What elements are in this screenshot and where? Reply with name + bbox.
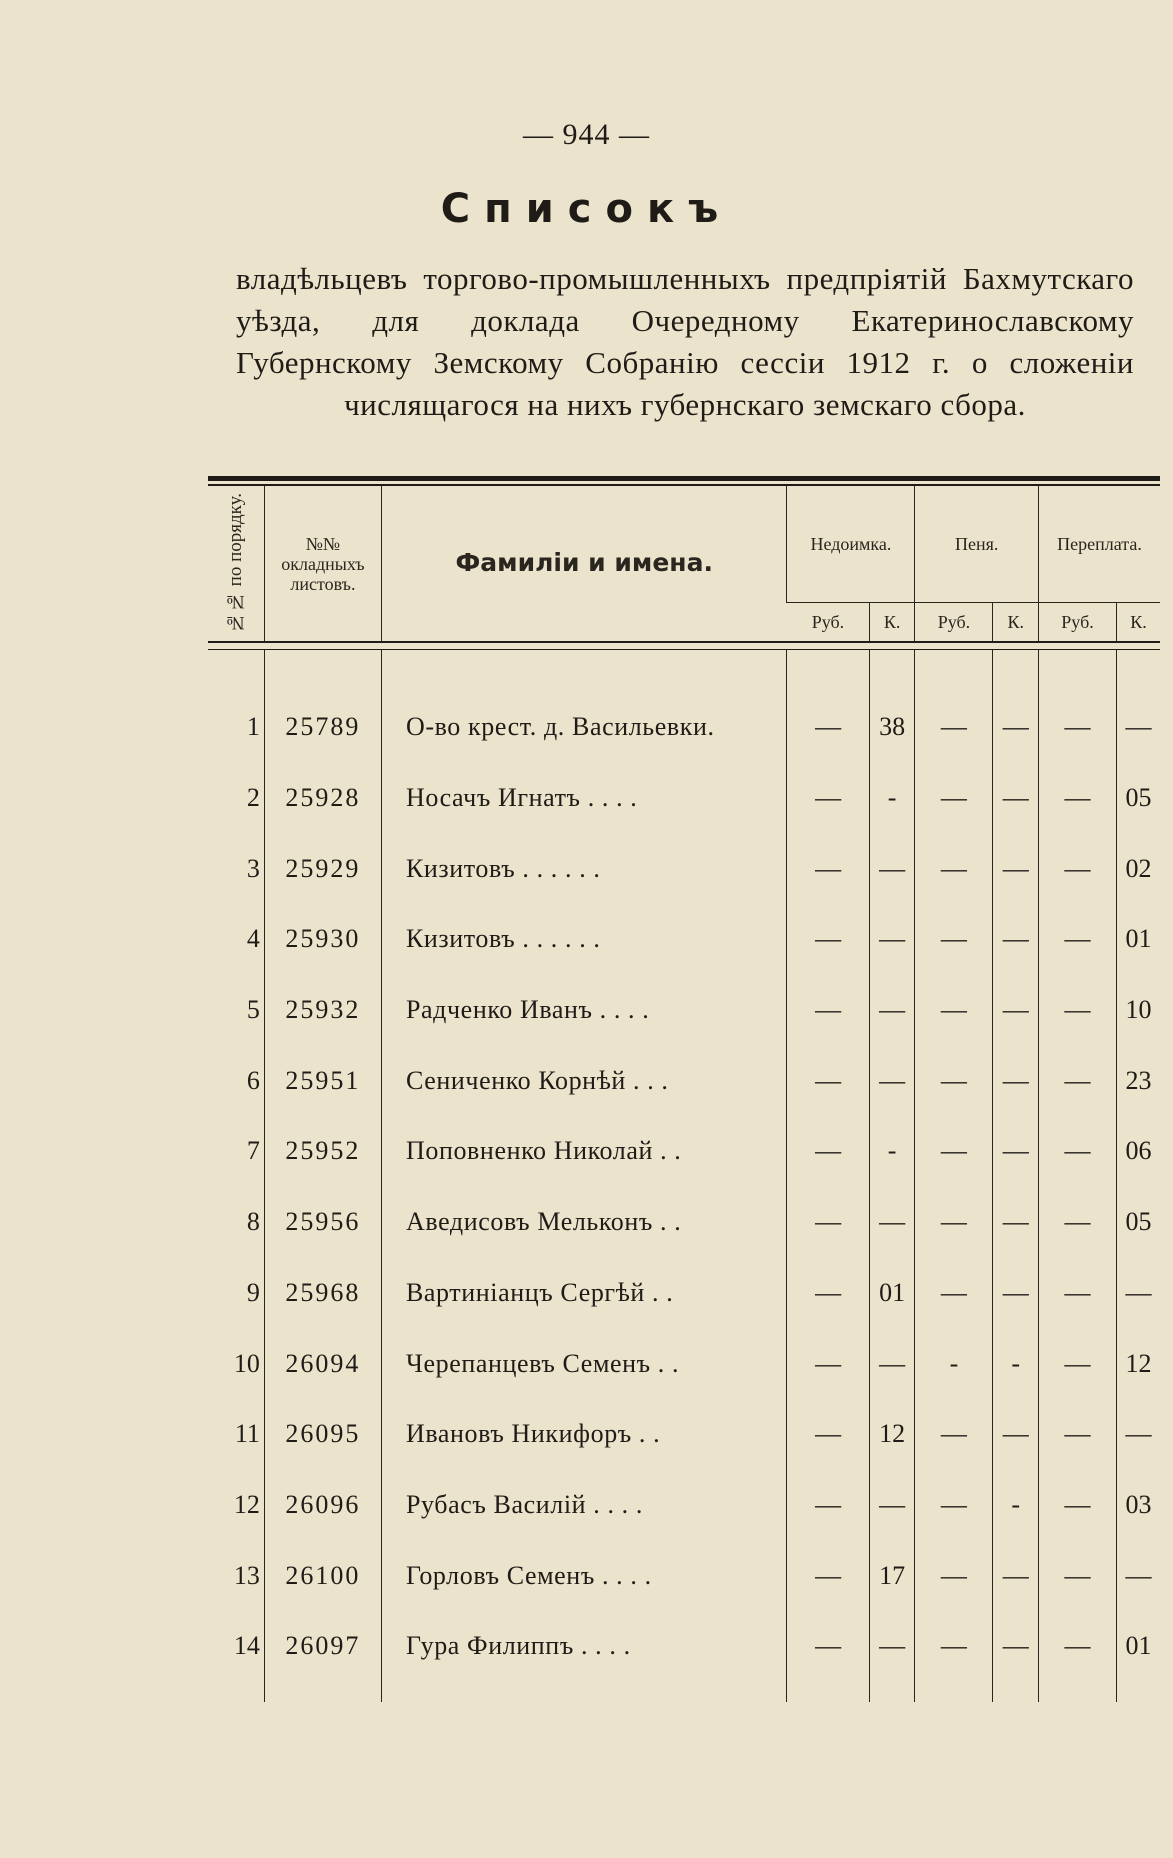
pereplata-rub: —	[1038, 1045, 1116, 1116]
oklad-number: 25789	[264, 692, 381, 763]
nedoimka-kop: —	[869, 975, 915, 1046]
pereplata-kop: —	[1117, 692, 1160, 763]
table-row	[208, 1470, 1160, 1541]
page-number: — 944 —	[523, 118, 650, 151]
header-oklad-label: №№ окладныхъ листовъ.	[281, 533, 365, 594]
pereplata-rub: —	[1038, 692, 1116, 763]
pereplata-rub: —	[1038, 763, 1116, 834]
oklad-number: 26094	[264, 1328, 381, 1399]
nedoimka-rub: —	[787, 1540, 869, 1611]
nedoimka-rub: —	[787, 975, 869, 1046]
pereplata-rub: —	[1038, 1540, 1116, 1611]
nedoimka-kop: 12	[869, 1399, 915, 1470]
header-pereplata	[1038, 486, 1160, 603]
penya-kop: —	[993, 904, 1039, 975]
oklad-number: 25929	[264, 833, 381, 904]
table-row	[208, 904, 1160, 975]
oklad-number: 26096	[264, 1470, 381, 1541]
header-nedoimka-kop: К.	[869, 603, 915, 643]
header-penya-kop: К.	[993, 603, 1039, 643]
row-number: 3	[246, 853, 260, 883]
penya-rub: —	[915, 1611, 993, 1682]
pereplata-kop: 12	[1117, 1328, 1160, 1399]
owner-name: Черепанцевъ Семенъ . .	[381, 1328, 787, 1399]
table-top-rule	[208, 476, 1160, 481]
penya-rub: —	[915, 1045, 993, 1116]
pereplata-kop: 01	[1117, 904, 1160, 975]
pereplata-kop: 05	[1117, 1187, 1160, 1258]
owner-name: Кизитовъ . . . . . .	[381, 904, 787, 975]
header-penya-rub: Руб.	[915, 603, 993, 643]
owner-name: Поповненко Николай . .	[381, 1116, 787, 1187]
row-number: 10	[233, 1348, 260, 1378]
pereplata-kop: 02	[1117, 833, 1160, 904]
pereplata-rub: —	[1038, 1187, 1116, 1258]
pereplata-rub: —	[1038, 1116, 1116, 1187]
pereplata-rub: —	[1038, 1258, 1116, 1329]
document-subtitle: владѣльцевъ торгово-промышленныхъ предпріятій Бахмутскаго уѣзда, для доклада Очередному Екатеринославскому Губернскому Земскому Собранію сессіи 1912 г. о сложеніи числящагося на нихъ губернскаго земскаго сбора.	[236, 261, 1134, 422]
row-number: 6	[246, 1065, 260, 1095]
pereplata-kop: 05	[1117, 763, 1160, 834]
oklad-number: 26100	[264, 1540, 381, 1611]
penya-rub: —	[915, 1258, 993, 1329]
penya-rub: -	[915, 1328, 993, 1399]
table-row	[208, 1399, 1160, 1470]
pereplata-kop: —	[1117, 1258, 1160, 1329]
header-nedoimka-rub: Руб.	[787, 603, 869, 643]
penya-rub: —	[915, 763, 993, 834]
owner-name: Вартиніанцъ Сергѣй . .	[381, 1258, 787, 1329]
nedoimka-kop: 38	[869, 692, 915, 763]
nedoimka-kop: 17	[869, 1540, 915, 1611]
pereplata-kop: 03	[1117, 1470, 1160, 1541]
nedoimka-rub: —	[787, 1258, 869, 1329]
oklad-number: 25930	[264, 904, 381, 975]
table-row	[208, 692, 1160, 763]
penya-rub: —	[915, 692, 993, 763]
owner-name: Сениченко Корнѣй . . .	[381, 1045, 787, 1116]
nedoimka-kop: —	[869, 1470, 915, 1541]
header-nedoimka	[787, 486, 915, 603]
penya-kop: —	[993, 1045, 1039, 1116]
nedoimka-rub: —	[787, 1045, 869, 1116]
header-pereplata-kop: К.	[1117, 603, 1160, 643]
row-number: 7	[246, 1136, 260, 1166]
owners-table-grid	[208, 486, 1160, 1702]
nedoimka-rub: —	[787, 1611, 869, 1682]
header-row-number	[208, 486, 264, 642]
pereplata-kop: —	[1117, 1540, 1160, 1611]
nedoimka-kop: -	[869, 763, 915, 834]
oklad-number: 25928	[264, 763, 381, 834]
header-penya-label: Пеня.	[954, 534, 999, 554]
penya-kop: —	[993, 1540, 1039, 1611]
pereplata-rub: —	[1038, 1611, 1116, 1682]
nedoimka-kop: 01	[869, 1258, 915, 1329]
owner-name: Носачъ Игнатъ . . . .	[381, 763, 787, 834]
penya-rub: —	[915, 1470, 993, 1541]
owner-name: О-во крест. д. Васильевки.	[381, 692, 787, 763]
nedoimka-rub: —	[787, 904, 869, 975]
table-row	[208, 1328, 1160, 1399]
table-row	[208, 1045, 1160, 1116]
header-penya	[915, 486, 1039, 603]
nedoimka-rub: —	[787, 1187, 869, 1258]
document-title: Списокъ	[440, 186, 733, 232]
pereplata-kop: —	[1117, 1399, 1160, 1470]
table-row	[208, 1187, 1160, 1258]
table-row	[208, 763, 1160, 834]
row-number: 13	[233, 1560, 260, 1590]
penya-rub: —	[915, 1399, 993, 1470]
nedoimka-kop: —	[869, 1611, 915, 1682]
penya-kop: —	[993, 692, 1039, 763]
penya-kop: —	[993, 1399, 1039, 1470]
nedoimka-kop: —	[869, 1187, 915, 1258]
penya-rub: —	[915, 1116, 993, 1187]
table-row	[208, 1611, 1160, 1682]
row-number: 2	[246, 783, 260, 813]
header-row-number-label: №№ по порядку.	[224, 493, 246, 634]
table-row	[208, 1258, 1160, 1329]
owner-name: Кизитовъ . . . . . .	[381, 833, 787, 904]
table-row	[208, 1540, 1160, 1611]
penya-kop: —	[993, 833, 1039, 904]
pereplata-rub: —	[1038, 904, 1116, 975]
nedoimka-rub: —	[787, 833, 869, 904]
table-body	[208, 650, 1160, 1702]
row-number: 8	[246, 1207, 260, 1237]
nedoimka-kop: -	[869, 1116, 915, 1187]
header-fio-label: Фамиліи и имена.	[455, 547, 713, 577]
penya-kop: —	[993, 763, 1039, 834]
row-number: 11	[234, 1419, 260, 1449]
penya-kop: -	[993, 1470, 1039, 1541]
nedoimka-kop: —	[869, 1045, 915, 1116]
nedoimka-kop: —	[869, 904, 915, 975]
oklad-number: 25968	[264, 1258, 381, 1329]
nedoimka-rub: —	[787, 1470, 869, 1541]
header-nedoimka-label: Недоимка.	[810, 534, 892, 554]
oklad-number: 25952	[264, 1116, 381, 1187]
owner-name: Ивановъ Никифоръ . .	[381, 1399, 787, 1470]
row-number: 5	[246, 995, 260, 1025]
penya-rub: —	[915, 975, 993, 1046]
penya-rub: —	[915, 904, 993, 975]
row-number: 1	[246, 712, 260, 742]
penya-kop: —	[993, 1116, 1039, 1187]
penya-kop: —	[993, 1187, 1039, 1258]
penya-kop: —	[993, 1258, 1039, 1329]
pereplata-rub: —	[1038, 1399, 1116, 1470]
penya-rub: —	[915, 833, 993, 904]
row-number: 14	[233, 1631, 260, 1661]
pereplata-kop: 01	[1117, 1611, 1160, 1682]
penya-rub: —	[915, 1187, 993, 1258]
table-tail-row	[208, 1682, 1160, 1702]
pereplata-rub: —	[1038, 1328, 1116, 1399]
owners-table	[208, 476, 1160, 1702]
table-row	[208, 1116, 1160, 1187]
header-fio	[381, 486, 787, 642]
owner-name: Горловъ Семенъ . . . .	[381, 1540, 787, 1611]
pereplata-rub: —	[1038, 975, 1116, 1046]
table-row	[208, 975, 1160, 1046]
oklad-number: 25956	[264, 1187, 381, 1258]
penya-rub: —	[915, 1540, 993, 1611]
owner-name: Радченко Иванъ . . . .	[381, 975, 787, 1046]
owner-name: Аведисовъ Мельконъ . .	[381, 1187, 787, 1258]
penya-kop: -	[993, 1328, 1039, 1399]
nedoimka-kop: —	[869, 1328, 915, 1399]
header-oklad	[264, 486, 381, 642]
row-number: 4	[246, 924, 260, 954]
header-bottom-rule	[208, 642, 1160, 650]
nedoimka-rub: —	[787, 1328, 869, 1399]
owner-name: Гура Филиппъ . . . .	[381, 1611, 787, 1682]
table-spacer-row	[208, 650, 1160, 693]
oklad-number: 25951	[264, 1045, 381, 1116]
table-row	[208, 833, 1160, 904]
penya-kop: —	[993, 1611, 1039, 1682]
oklad-number: 25932	[264, 975, 381, 1046]
pereplata-kop: 10	[1117, 975, 1160, 1046]
pereplata-kop: 23	[1117, 1045, 1160, 1116]
nedoimka-rub: —	[787, 1116, 869, 1187]
pereplata-rub: —	[1038, 833, 1116, 904]
oklad-number: 26097	[264, 1611, 381, 1682]
nedoimka-rub: —	[787, 692, 869, 763]
nedoimka-rub: —	[787, 1399, 869, 1470]
nedoimka-rub: —	[787, 763, 869, 834]
header-pereplata-rub: Руб.	[1038, 603, 1116, 643]
pereplata-kop: 06	[1117, 1116, 1160, 1187]
owner-name: Рубасъ Василій . . . .	[381, 1470, 787, 1541]
header-pereplata-label: Переплата.	[1057, 534, 1142, 554]
row-number: 9	[246, 1277, 260, 1307]
pereplata-rub: —	[1038, 1470, 1116, 1541]
nedoimka-kop: —	[869, 833, 915, 904]
penya-kop: —	[993, 975, 1039, 1046]
oklad-number: 26095	[264, 1399, 381, 1470]
row-number: 12	[233, 1489, 260, 1519]
